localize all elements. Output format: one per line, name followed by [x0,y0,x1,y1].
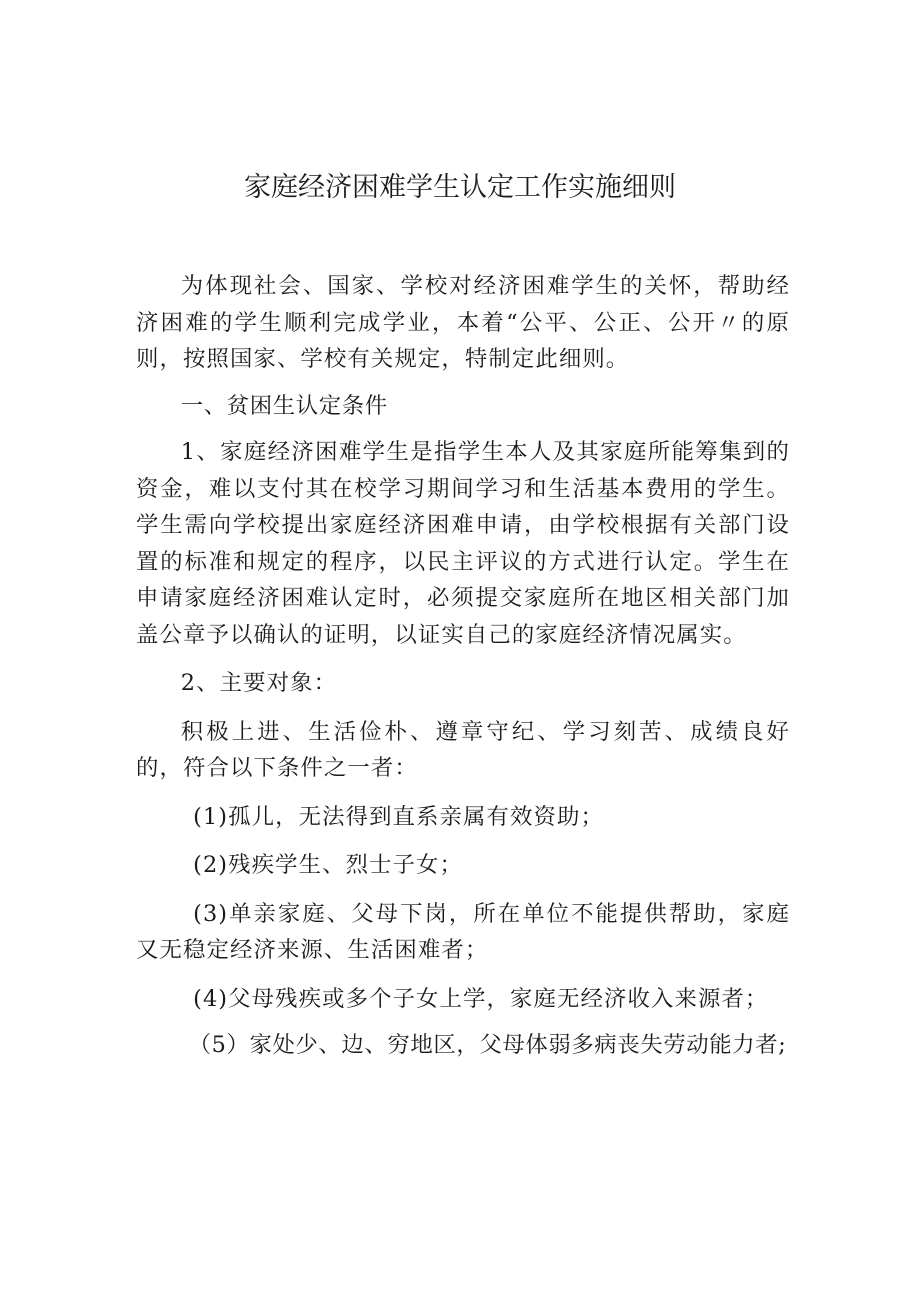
intro-paragraph: 为体现社会、国家、学校对经济困难学生的关怀，帮助经济困难的学生顺利完成学业，本着“公平、公正、公开〃的原则，按照国家、学校有关规定，特制定此细则。 [136,273,790,372]
list-item: (1)孤儿，无法得到直系亲属有效资助； [193,803,604,830]
clause-1-paragraph: 1、家庭经济困难学生是指学生本人及其家庭所能筹集到的资金，难以支付其在校学习期间学习和生活基本费用的学生。学生需向学校提出家庭经济困难申请，由学校根据有关部门设置的标准和规定的程序，以民主评议的方式进行认定。学生在申请家庭经济困难认定时，必须提交家庭所在地区相关部门加盖公章予以确认的证明，以证实自己的家庭经济情况属实。 [136,439,790,648]
list-item: (4)父母残疾或多个子女上学，家庭无经济收入来源者； [193,985,769,1012]
list-item: (3)单亲家庭、父母下岗，所在单位不能提供帮助，家庭又无稳定经济来源、生活困难者； [136,900,790,963]
clause-2-heading: 2、主要对象： [180,670,338,696]
section-heading: 一、贫困生认定条件 [180,392,388,419]
document-title: 家庭经济困难学生认定工作实施细则 [244,172,676,203]
clause-2-intro: 积极上进、生活俭朴、遵章守纪、学习刻苦、成绩良好的，符合以下条件之一者： [136,718,790,781]
document-body [136,268,790,1064]
list-item: （5）家处少、边、穷地区，父母体弱多病丧失劳动能力者; [188,1032,787,1058]
list-item: (2)残疾学生、烈士子女； [193,852,464,878]
